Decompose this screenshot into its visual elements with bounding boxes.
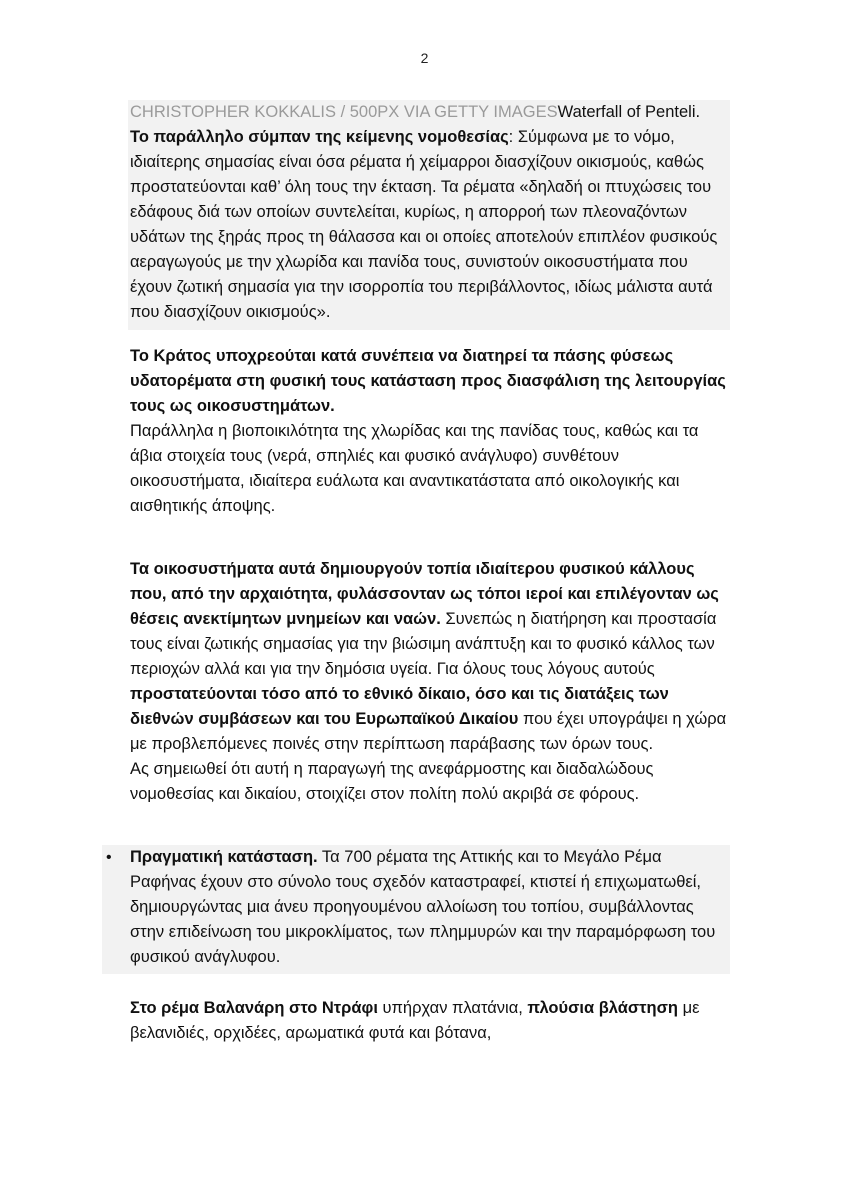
- bullet-marker: •: [106, 849, 112, 866]
- image-caption: [130, 100, 718, 125]
- ecosystems-paragraph: [130, 557, 730, 757]
- caption-text: Waterfall of Penteli.: [557, 103, 701, 121]
- valanari-paragraph: [130, 996, 730, 1046]
- law-paragraph: [130, 125, 718, 325]
- state-obligation-bold: Το Κράτος υποχρεούται κατά συνέπεια να διατηρεί τα πάσης φύσεως υδατορέματα στη φυσική τους κατάσταση προς διασφάλιση της λειτουργίας τους ως οικοσυστημάτων.: [130, 347, 726, 415]
- valanari-text: υπήρχαν πλατάνια,: [377, 999, 528, 1017]
- section-heading: Το παράλληλο σύμπαν της κείμενης νομοθεσίας: [130, 128, 509, 146]
- ecosystems-text: Συνεπώς η διατήρηση και προστασία τους είναι ζωτικής σημασίας για την βιώσιμη ανάπτυξη και το φυσικό κάλλος των περιοχών αλλά και για την δημόσια υγεία. Για όλους τους λόγους αυτούς: [130, 610, 717, 678]
- bullet-item: [102, 845, 730, 974]
- cost-text: Ας σημειωθεί ότι αυτή η παραγωγή της ανεφάρμοστης και διαδαλώδους νομοθεσίας και δικαίου, στοιχίζει στον πολίτη πολύ ακριβά σε φόρους.: [130, 760, 654, 803]
- protection-text: που έχει υπογράψει η χώρα με προβλεπόμενες ποινές στην περίπτωση παράβασης των όρων τους.: [130, 710, 727, 753]
- protection-bold: προστατεύονται τόσο από το εθνικό δίκαιο, όσο και τις διατάξεις των διεθνών συμβάσεων και του Ευρωπαϊκού Δικαίου: [130, 685, 669, 728]
- vegetation-bold: πλούσια βλάστηση: [527, 999, 678, 1017]
- valanari-bold: Στο ρέμα Βαλανάρη στο Ντράφι: [130, 999, 378, 1017]
- actual-situation-paragraph: [130, 845, 726, 970]
- document-body: [106, 100, 730, 1046]
- actual-situation-text: Τα 700 ρέματα της Αττικής και το Μεγάλο Ρέμα Ραφήνας έχουν στο σύνολο τους σχεδόν καταστραφεί, κτιστεί ή επιχωματωθεί, δημιουργώντας μια άνευ προηγουμένου αλλοίωση του τοπίου, συμβάλλοντας στην επιδείνωση του μικροκλίματος, των πλημμυρών και την παραμόρφωση του φυσικού ανάγλυφου.: [130, 848, 716, 966]
- ecosystems-bold: Τα οικοσυστήματα αυτά δημιουργούν τοπία ιδιαίτερου φυσικού κάλλους που, από την αρχαιότητα, φυλάσσονταν ως τόποι ιεροί και επιλέγονταν ως θέσεις ανεκτίμητων μνημείων και ναών.: [130, 560, 719, 628]
- law-paragraph-text: : Σύμφωνα με το νόμο, ιδιαίτερης σημασίας είναι όσα ρέματα ή χείμαρροι διασχίζουν οικισμούς, καθώς προστατεύονται καθ’ όλη τους την έκταση. Τα ρέματα «δηλαδή οι πτυχώσεις του εδάφους διά των οποίων συντελείται, κυρίως, η απορροή των πλεοναζόντων υδάτων της ξηράς προς τη θάλασσα και οι οποίες αποτελούν επιπλέον φυσικούς αεραγωγούς με την χλωρίδα και πανίδα τους, συνιστούν οικοσυστήματα που έχουν ζωτική σημασία για την ισορροπία του περιβάλλοντος, ιδίως μάλιστα αυτά που διασχίζουν οικισμούς».: [130, 128, 718, 321]
- cost-paragraph: [130, 757, 730, 807]
- page-number: 2: [420, 50, 429, 66]
- caption-credit: CHRISTOPHER KOKKALIS / 500PX VIA GETTY IMAGES: [130, 103, 558, 121]
- vegetation-text: με βελανιδιές, ορχιδέες, αρωματικά φυτά και βότανα,: [130, 999, 700, 1042]
- actual-situation-bold: Πραγματική κατάσταση.: [130, 848, 318, 866]
- state-obligation-paragraph: [130, 344, 730, 419]
- biodiversity-paragraph: [130, 419, 730, 519]
- biodiversity-text: Παράλληλα η βιοποικιλότητα της χλωρίδας και της πανίδας τους, καθώς και τα άβια στοιχεία τους (νερά, σπηλιές και φυσικό ανάγλυφο) συνθέτουν οικοσυστήματα, ιδιαίτερα ευάλωτα και αναντικατάστατα από οικολογικής και αισθητικής άποψης.: [130, 422, 699, 515]
- highlighted-paragraph: [128, 100, 730, 330]
